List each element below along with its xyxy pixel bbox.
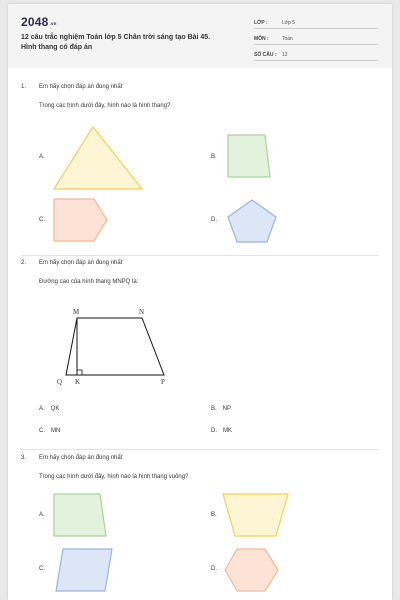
question-number: 2. [21, 260, 27, 266]
question-prompt: Em hãy chọn đáp án đúng nhất [39, 84, 123, 90]
option-d-label[interactable]: D. [211, 566, 217, 572]
vertex-q-label: Q [57, 378, 63, 386]
parallelogram-shape [56, 549, 112, 591]
question-text: Trong các hình dưới đây, hình nào là hình thang vuông? [39, 474, 189, 480]
site-logo[interactable]: 2048.vn [21, 15, 57, 29]
question-number: 1. [21, 84, 27, 90]
option-c-label[interactable]: C. [39, 566, 45, 572]
right-trapezoid-shape [54, 494, 106, 536]
vertex-n-label: N [139, 308, 145, 316]
option-b-label[interactable]: B. [211, 512, 217, 518]
option-d-label[interactable]: D. [211, 217, 217, 223]
question-prompt: Em hãy chọn đáp án đúng nhất [39, 455, 123, 461]
option-b[interactable]: B. NP [211, 406, 232, 412]
meta-grade-row: LỚP : Lớp 5 [254, 16, 378, 29]
option-a[interactable]: A. QK [39, 406, 60, 412]
question-prompt: Em hãy chọn đáp án đúng nhất [39, 260, 123, 266]
document-title: 12 câu trắc nghiệm Toán lớp 5 Chân trời sáng tạo Bài 45. Hình thang có đáp án [21, 34, 211, 51]
isosceles-trapezoid-shape [223, 494, 288, 536]
meta-count-row: SỐ CÂU : 12 [254, 48, 378, 61]
option-b-label[interactable]: B. [211, 154, 217, 160]
option-d[interactable]: D. MK [211, 428, 232, 434]
vertex-m-label: M [73, 308, 80, 316]
question-text: Trong các hình dưới đây, hình nào là hình thang? [39, 103, 171, 109]
option-c[interactable]: C. MN [39, 428, 61, 434]
option-a-label[interactable]: A. [39, 154, 45, 160]
question-text: Đường cao của hình thang MNPQ là: [39, 279, 139, 285]
option-c-label[interactable]: C. [39, 217, 45, 223]
vertex-k-label: K [75, 378, 81, 386]
worksheet-page [8, 4, 392, 600]
q3-shapes [8, 4, 392, 600]
hexagon-shape [225, 549, 278, 591]
question-number: 3. [21, 455, 27, 461]
vertex-p-label: P [161, 378, 165, 386]
option-a-label[interactable]: A. [39, 512, 45, 518]
meta-subject-row: MÔN : Toán [254, 32, 378, 45]
